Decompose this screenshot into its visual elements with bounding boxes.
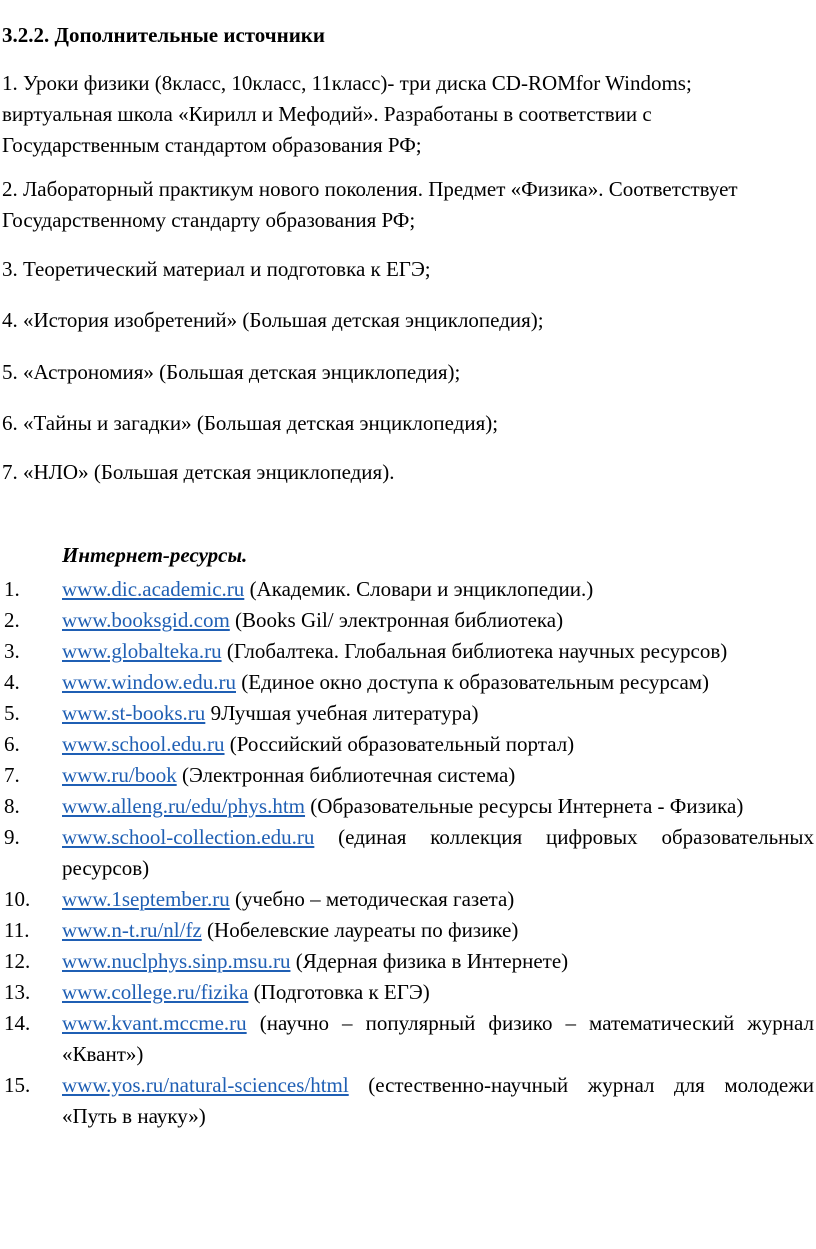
item-number: 15. bbox=[4, 1073, 31, 1097]
item-number: 9. bbox=[4, 825, 20, 849]
resource-description: 9Лучшая учебная литература) bbox=[205, 701, 479, 725]
list-item bbox=[0, 884, 816, 915]
list-item bbox=[0, 729, 816, 760]
item-number: 1. bbox=[4, 577, 20, 601]
item-number: 8. bbox=[4, 794, 20, 818]
source-paragraph-2: 2. Лабораторный практикум нового поколения. Предмет «Физика». Соответствует Государственному стандарту образования РФ; bbox=[2, 177, 738, 232]
resource-description: (единая коллекция цифровых образовательных ресурсов) bbox=[62, 825, 814, 880]
list-item bbox=[0, 667, 816, 698]
resource-link[interactable]: www.college.ru/fizika bbox=[62, 980, 249, 1004]
resource-description: (естественно-научный журнал для молодежи «Путь в науку») bbox=[62, 1073, 814, 1128]
item-number: 3. bbox=[4, 639, 20, 663]
list-item bbox=[0, 760, 816, 791]
resource-link[interactable]: www.window.edu.ru bbox=[62, 670, 236, 694]
resource-description: (Подготовка к ЕГЭ) bbox=[248, 980, 430, 1004]
source-paragraph-5: 5. «Астрономия» (Большая детская энциклопедия); bbox=[2, 360, 461, 384]
item-number: 13. bbox=[4, 980, 31, 1004]
resource-description: (Российский образовательный портал) bbox=[224, 732, 575, 756]
source-paragraph-7: 7. «НЛО» (Большая детская энциклопедия). bbox=[2, 460, 395, 484]
source-paragraph-1: 1. Уроки физики (8класс, 10класс, 11класс)- три диска CD-ROMfor Windoms; виртуальная школа «Кирилл и Мефодий». Разработаны в соответствии с Государственным стандартом образования РФ; bbox=[2, 71, 692, 157]
item-number: 11. bbox=[4, 918, 30, 942]
resource-link[interactable]: www.alleng.ru/edu/phys.htm bbox=[62, 794, 306, 818]
list-item bbox=[0, 1008, 816, 1070]
resource-link[interactable]: www.st-books.ru bbox=[62, 701, 206, 725]
resource-description: (Единое окно доступа к образовательным ресурсам) bbox=[236, 670, 710, 694]
source-paragraph-3: 3. Теоретический материал и подготовка к ЕГЭ; bbox=[2, 257, 431, 281]
resource-description: (Нобелевские лауреаты по физике) bbox=[201, 918, 519, 942]
item-number: 4. bbox=[4, 670, 20, 694]
source-paragraph-6: 6. «Тайны и загадки» (Большая детская энциклопедия); bbox=[2, 411, 499, 435]
section-title: 3.2.2. Дополнительные источники bbox=[2, 23, 325, 47]
list-item bbox=[0, 636, 816, 667]
list-item bbox=[0, 1070, 816, 1132]
list-item bbox=[0, 946, 816, 977]
list-item bbox=[0, 574, 816, 605]
resource-description: (Глобалтека. Глобальная библиотека научных ресурсов) bbox=[221, 639, 728, 663]
internet-resources-list bbox=[0, 574, 816, 1132]
resource-link[interactable]: www.1september.ru bbox=[62, 887, 230, 911]
resource-link[interactable]: www.ru/book bbox=[62, 763, 177, 787]
resource-description: (Books Gil/ электронная библиотека) bbox=[229, 608, 564, 632]
resource-link[interactable]: www.dic.academic.ru bbox=[62, 577, 245, 601]
resource-link[interactable]: www.booksgid.com bbox=[62, 608, 230, 632]
item-number: 10. bbox=[4, 887, 31, 911]
resource-link[interactable]: www.school-collection.edu.ru bbox=[62, 825, 315, 849]
resource-link[interactable]: www.school.edu.ru bbox=[62, 732, 225, 756]
list-item bbox=[0, 791, 816, 822]
resource-link[interactable]: www.n-t.ru/nl/fz bbox=[62, 918, 202, 942]
resource-description: (Электронная библиотечная система) bbox=[176, 763, 516, 787]
resource-description: (научно – популярный физико – математический журнал «Квант») bbox=[62, 1011, 814, 1066]
list-item bbox=[0, 605, 816, 636]
list-item bbox=[0, 822, 816, 884]
item-number: 6. bbox=[4, 732, 20, 756]
resource-description: (Академик. Словари и энциклопедии.) bbox=[244, 577, 594, 601]
resource-link[interactable]: www.globalteka.ru bbox=[62, 639, 222, 663]
item-number: 5. bbox=[4, 701, 20, 725]
resource-link[interactable]: www.kvant.mccme.ru bbox=[62, 1011, 247, 1035]
item-number: 12. bbox=[4, 949, 31, 973]
resource-description: (учебно – методическая газета) bbox=[229, 887, 515, 911]
item-number: 7. bbox=[4, 763, 20, 787]
resource-description: (Образовательные ресурсы Интернета - Физика) bbox=[305, 794, 744, 818]
list-item bbox=[0, 977, 816, 1008]
resource-link[interactable]: www.yos.ru/natural-sciences/html bbox=[62, 1073, 349, 1097]
resource-description: (Ядерная физика в Интернете) bbox=[290, 949, 569, 973]
item-number: 2. bbox=[4, 608, 20, 632]
list-item bbox=[0, 915, 816, 946]
resource-link[interactable]: www.nuclphys.sinp.msu.ru bbox=[62, 949, 291, 973]
list-item bbox=[0, 698, 816, 729]
internet-resources-title: Интернет-ресурсы. bbox=[62, 543, 248, 567]
source-paragraph-4: 4. «История изобретений» (Большая детская энциклопедия); bbox=[2, 308, 544, 332]
item-number: 14. bbox=[4, 1011, 31, 1035]
